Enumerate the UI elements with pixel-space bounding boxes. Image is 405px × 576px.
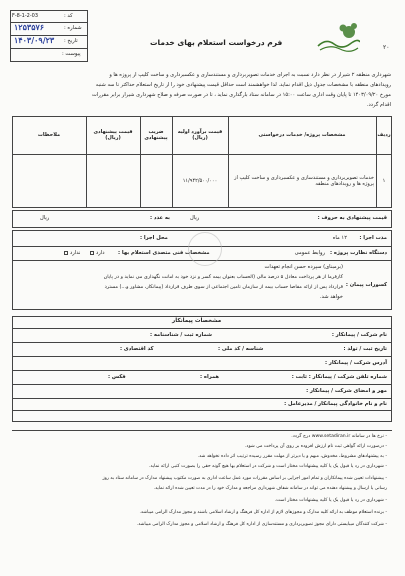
date-label: تاریخ : <box>64 38 78 44</box>
table-row-1-spec: خدمات تصویربرداری و مستندسازی و عکسبرداری و ساخت کلیپ از پروژه ها و رویدادهای منطقه <box>234 174 374 187</box>
table-row-1-proposed[interactable] <box>86 154 140 208</box>
price-letters-rial: ریال <box>190 215 200 221</box>
footer-note-5: - پیشنهادات تعیین شده پیمانکاران و تمام امور اجرایی بر اساس مقررات مورد عمل ساعت اداری به صورت مکتوب پیشنهاد مدارک در سامانه ستاد به روز <box>102 476 387 481</box>
price-number-rial: ریال <box>40 215 50 221</box>
footer-note-8: - برنده استعلام موظف به ارائه کلیه مدارک و مجوزهای لازم از اداره کل فرهنگ و ارشاد اسلامی باشند و مجوز مدارک الزامی میباشد. <box>139 510 387 515</box>
stamp-watermark-icon <box>188 232 222 266</box>
contractor-name-label: نام شرکت / پیمانکار : <box>331 332 387 338</box>
table-row-1-coef[interactable] <box>140 154 172 208</box>
duration-label: مدت اجرا : <box>359 235 387 241</box>
footer-note-6: رسانی یا ارسال و پیشنهاد دهنده می تواند در سامانه شفاف شهرداری مراجعه و مدارک خود را در مدت تعیین شده ارائه نماید. <box>153 486 387 491</box>
price-number-label: به عدد : <box>150 215 170 221</box>
guarantee-line-3: قرارداد پس از ارائه مفاصا حساب بیمه از سازمان تامین اجتماعی از سوی طرف قرارداد (پیمانکار، مشاور و...) مسترد <box>104 284 343 290</box>
responsible-no: ندارد <box>70 250 81 256</box>
col-header-notes: ملاحظات <box>37 131 61 138</box>
intro-line-2: رویدادهای منطقه با مشخصات جدول ذیل اقدام نماید. لذا خواهشمند است حداقل قیمت پیشنهادی خود را از تاریخ استعلام حداکثر تا سه شنبه <box>95 82 391 88</box>
checkbox-yes[interactable] <box>90 251 94 255</box>
table-row-1-estimate: ۱۱/۹۴۲/۵۰۰/۰۰۰ <box>182 177 218 184</box>
footer-note-1: - نرخ ها در سامانه www.setadiran.ir درج گردد. <box>291 434 387 439</box>
municipality-logo <box>316 20 360 54</box>
guarantee-line-1: (برمبنای) سپرده حسن انجام تعهدات <box>264 264 343 270</box>
page-title: فرم درخواست استعلام بهای خدمات <box>150 38 283 47</box>
code-label: کد : <box>64 13 73 19</box>
footer-note-2: - درصورت ارائه گواهی ثبت نام ارزش افزوده بر روی آن پرداخت می شود. <box>244 444 387 449</box>
contractor-reg-label: شماره ثبت / شناسنامه : <box>150 332 213 338</box>
responsible-yes: دارد <box>96 250 105 256</box>
col-header-proposed: قیمت پیشنهادی (ریال) <box>93 128 133 141</box>
footer-note-3: - به پیشنهادهای مشروط، مخدوش، مبهم و یا دیرتر از مهلت مقرر رسیده ترتیب اثر داده نخواهد شد. <box>197 454 387 459</box>
contractor-phone-label: شماره تلفن شرکت / پیمانکار : ثابت : <box>291 374 387 380</box>
col-header-estimate: قیمت برآورد اولیه (ریال) <box>177 128 223 141</box>
contractor-fax-label: فکس : <box>108 374 126 380</box>
intro-line-4: اقدام گردد. <box>366 102 391 108</box>
footer-note-4: - شهرداری در رد یا قبول یک یا کلیه پیشنهادات مختار است و شرکت در استعلام بها هیچ گونه حقی را بصورت کتبی ارائه نماید. <box>148 464 387 469</box>
intro-line-1: شهرداری منطقه ۲ شیراز در نظر دارد نسبت به اجرای خدمات تصویربرداری و مستندسازی و عکسبرداری و ساخت کلیپ از پروژه ها و <box>109 72 391 78</box>
form-code: F-8-1-2-03 <box>12 13 38 19</box>
col-header-spec: مشخصات پروژه/ خدمات درخواستی <box>258 131 346 138</box>
supervisor-label: دستگاه نظارت پروژه : <box>330 250 387 256</box>
contractor-address-label: آدرس شرکت / پیمانکار : <box>324 360 387 366</box>
number-label: شماره : <box>64 25 82 31</box>
contractor-econ-code-label: کد اقتصادی : <box>120 346 154 352</box>
col-header-row: ردیف <box>377 131 391 138</box>
col-header-coef: ضریب پیشنهادی <box>144 128 168 141</box>
duration-value: ۱۲ ماه <box>332 235 347 241</box>
contractor-mobile-label: همراه : <box>200 374 220 380</box>
contractor-section-title: مشخصات پیمانکار <box>172 318 222 324</box>
guarantee-line-2: کارفرما از هر پرداخت معادل ۵ درصد مالی (الحساب بعنوان بیمه کسر و نزد خود به امانت نگهداری می نماید و در پایان <box>103 274 343 280</box>
supervisor-value: روابط عمومی <box>294 250 325 256</box>
responsible-label: مشخصات فنی متصدی استعلام بها : <box>118 250 210 256</box>
attachment-label: پیوست : <box>62 51 81 57</box>
contractor-signature-label: مهر و امضای شرکت / پیمانکار : <box>306 388 387 394</box>
number-value: ۱۲۵۳۵۷۶ <box>14 22 45 32</box>
location-label: محل اجرا : <box>140 235 168 241</box>
contractor-national-id-label: شناسه / کد ملی : <box>218 346 264 352</box>
guarantee-title: کسورات پیمان : <box>345 282 387 288</box>
date-value: ۱۴۰۳/۰۹/۲۳ <box>14 35 55 45</box>
table-row-1-index: ۱ <box>382 177 386 184</box>
table-row-1-notes <box>12 154 86 208</box>
price-letters-label: قیمت پیشنهادی به حروف : <box>317 215 387 221</box>
page-number: ۲۰ <box>383 44 390 51</box>
checkbox-no[interactable] <box>64 251 68 255</box>
guarantee-line-4: خواهد شد. <box>319 294 343 300</box>
contractor-manager-label: نام و نام خانوادگی پیمانکار / مدیرعامل : <box>284 401 387 407</box>
intro-line-3: مورخ ۱۴۰۳/۰۹/۲۰ تا پایان وقت اداری ساعت ۱۵:۰۰ در سامانه ستاد بارگذاری نماید ، تا در صورت صرفه و صلاح شهرداری شیراز برابر مقررات <box>92 92 391 98</box>
footer-note-9: - شرکت کنندگان میبایستی دارای مجوز تصویربرداری و مستندسازی از اداره کل فرهنگ و ارشاد اسلامی و مجوز مدارک الزامی میباشد. <box>136 522 387 527</box>
footer-note-7: - شهرداری در رد یا قبول یک یا کلیه پیشنهادات مختار است. <box>274 498 387 503</box>
contractor-reg-date-label: تاریخ ثبت / تولد : <box>343 346 387 352</box>
